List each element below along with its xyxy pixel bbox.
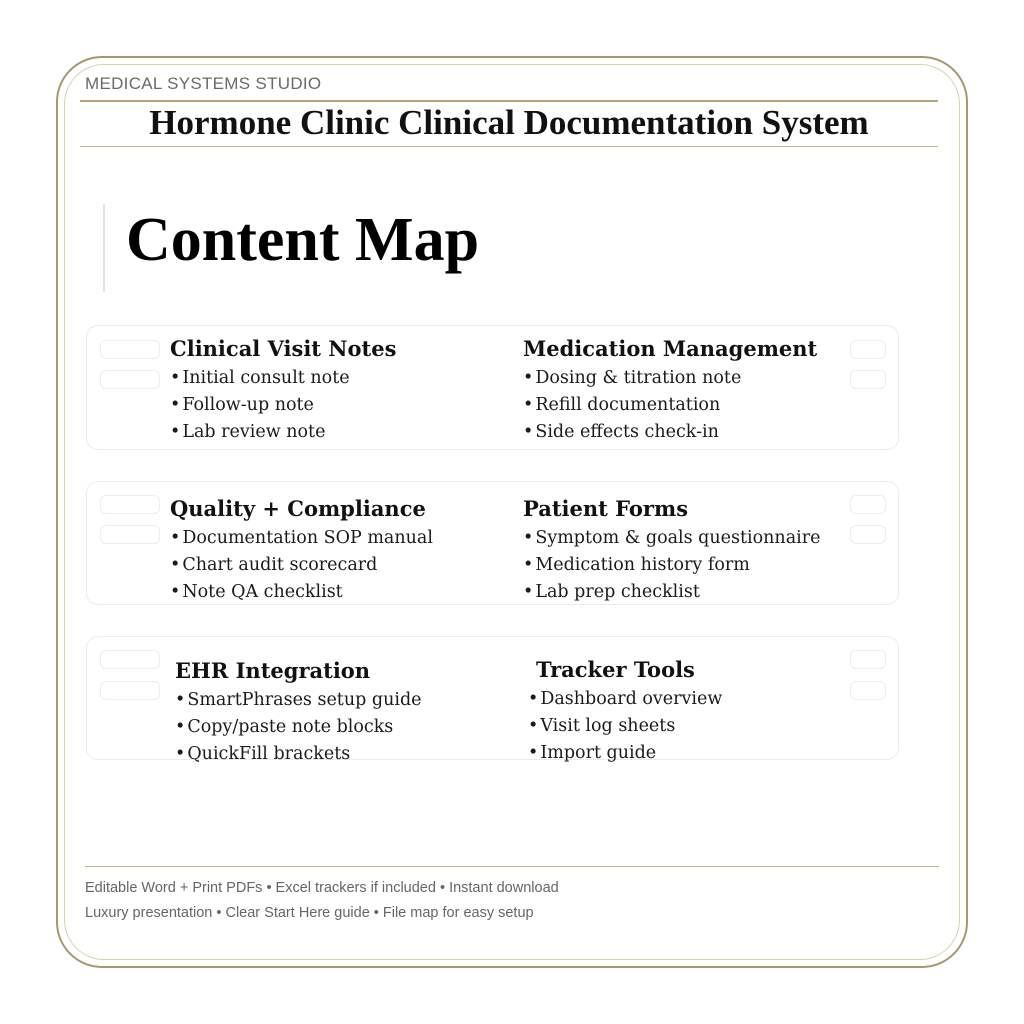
bullet-icon: •: [523, 555, 534, 575]
section-accent-bar: [103, 204, 105, 292]
decorative-tab: [100, 370, 160, 389]
item-label: Refill documentation: [535, 395, 721, 415]
footer-line-2: Luxury presentation • Clear Start Here guide • File map for easy setup: [85, 905, 534, 921]
decorative-tab: [850, 370, 886, 389]
list-item: [523, 552, 820, 579]
item-label: Initial consult note: [182, 368, 350, 388]
footer-line-1: Editable Word + Print PDFs • Excel trackers if included • Instant download: [85, 880, 559, 896]
item-label: Follow-up note: [182, 395, 314, 415]
list-item: [170, 392, 396, 419]
section-title: Content Map: [126, 206, 480, 274]
category-title: Clinical Visit Notes: [170, 336, 397, 361]
bullet-icon: •: [170, 422, 181, 442]
item-label: Copy/paste note blocks: [187, 717, 394, 737]
list-item: [175, 741, 422, 768]
bullet-icon: •: [528, 689, 539, 709]
item-label: Visit log sheets: [540, 716, 676, 736]
item-label: Lab review note: [182, 422, 326, 442]
bullet-icon: •: [170, 395, 181, 415]
item-label: Chart audit scorecard: [182, 555, 378, 575]
list-item: [523, 365, 817, 392]
item-label: Documentation SOP manual: [182, 528, 433, 548]
category-title: Tracker Tools: [536, 657, 695, 682]
footer-rule: [85, 866, 939, 867]
list-item: [170, 579, 433, 606]
list-item: [170, 552, 433, 579]
decorative-tab: [850, 681, 886, 700]
header-rule-bottom: [80, 146, 938, 147]
item-label: QuickFill brackets: [187, 744, 351, 764]
bullet-icon: •: [528, 743, 539, 763]
category-quality-compliance: [170, 496, 433, 606]
bullet-icon: •: [523, 395, 534, 415]
bullet-icon: •: [175, 690, 186, 710]
list-item: [170, 419, 396, 446]
bullet-icon: •: [170, 555, 181, 575]
item-label: Dosing & titration note: [535, 368, 742, 388]
item-label: Note QA checklist: [182, 582, 343, 602]
list-item: [528, 686, 722, 713]
bullet-icon: •: [170, 368, 181, 388]
category-title: EHR Integration: [175, 658, 371, 683]
item-label: Import guide: [540, 743, 657, 763]
document-title: Hormone Clinic Clinical Documentation System: [149, 103, 869, 142]
category-title: Medication Management: [523, 336, 818, 361]
decorative-tab: [100, 650, 160, 669]
item-label: Side effects check-in: [535, 422, 719, 442]
decorative-tab: [850, 340, 886, 359]
bullet-icon: •: [175, 717, 186, 737]
category-medication-management: [523, 336, 817, 446]
bullet-icon: •: [170, 528, 181, 548]
bullet-icon: •: [523, 422, 534, 442]
item-label: SmartPhrases setup guide: [187, 690, 422, 710]
list-item: [170, 525, 433, 552]
list-item: [175, 687, 422, 714]
list-item: [170, 365, 396, 392]
bullet-icon: •: [175, 744, 186, 764]
category-title: Quality + Compliance: [170, 496, 426, 521]
decorative-tab: [850, 495, 886, 514]
category-clinical-visit-notes: [170, 336, 396, 446]
list-item: [523, 392, 817, 419]
category-tracker-tools: [528, 657, 722, 767]
item-label: Dashboard overview: [540, 689, 723, 709]
decorative-tab: [850, 650, 886, 669]
decorative-tab: [100, 495, 160, 514]
list-item: [528, 713, 722, 740]
bullet-icon: •: [170, 582, 181, 602]
bullet-icon: •: [523, 582, 534, 602]
list-item: [175, 714, 422, 741]
list-item: [523, 419, 817, 446]
list-item: [523, 579, 820, 606]
category-patient-forms: [523, 496, 820, 606]
decorative-tab: [100, 340, 160, 359]
list-item: [523, 525, 820, 552]
decorative-tab: [850, 525, 886, 544]
category-ehr-integration: [175, 658, 422, 768]
decorative-tab: [100, 681, 160, 700]
bullet-icon: •: [528, 716, 539, 736]
decorative-tab: [100, 525, 160, 544]
item-label: Medication history form: [535, 555, 750, 575]
list-item: [528, 740, 722, 767]
item-label: Symptom & goals questionnaire: [535, 528, 821, 548]
brand-label: MEDICAL SYSTEMS STUDIO: [85, 74, 322, 93]
category-title: Patient Forms: [523, 496, 689, 521]
bullet-icon: •: [523, 368, 534, 388]
item-label: Lab prep checklist: [535, 582, 700, 602]
bullet-icon: •: [523, 528, 534, 548]
